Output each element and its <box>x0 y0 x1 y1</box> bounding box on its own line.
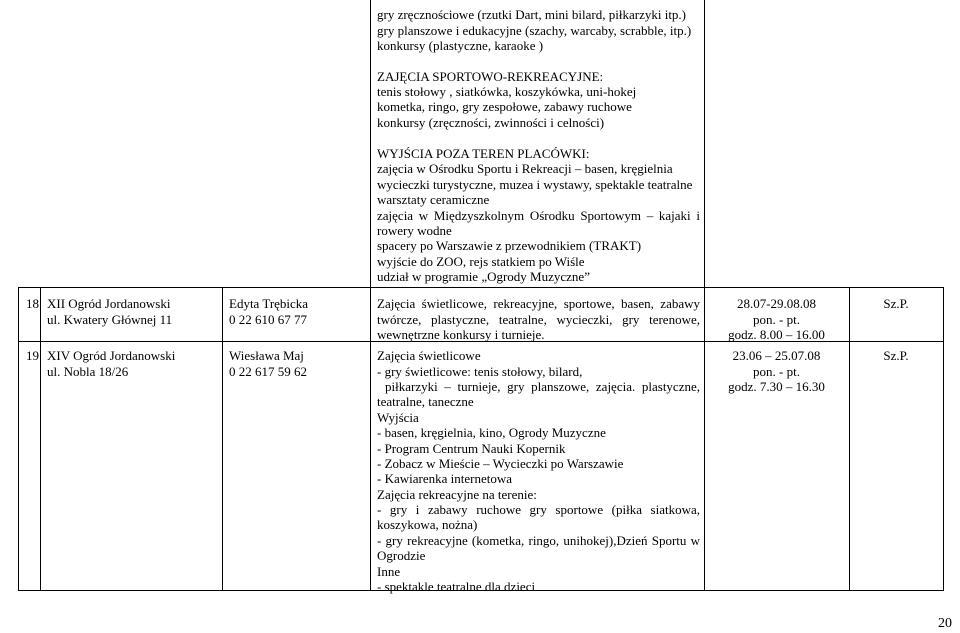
grid-line <box>370 0 371 591</box>
grid-line <box>40 287 41 591</box>
weekdays: pon. - pt. <box>753 312 800 327</box>
activity-line: - spektakle teatralne dla dzieci <box>377 579 536 594</box>
grid-line <box>18 287 19 591</box>
activity-line: gry planszowe i edukacyjne (szachy, warcaby, scrabble, itp.) <box>377 23 692 38</box>
activity-line: tenis stołowy , siatkówka, koszykówka, uni-hokej <box>377 84 637 99</box>
activity-line: - Kawiarenka internetowa <box>377 471 512 486</box>
contact-phone: 0 22 610 67 77 <box>229 312 307 327</box>
place-name: XIV Ogród Jordanowski <box>47 348 176 363</box>
activity-line: twórcze, plastyczne, teatralne, wycieczki, gry terenowe, <box>377 312 700 327</box>
activity-line: Zajęcia świetlicowe <box>377 348 481 363</box>
section-heading: ZAJĘCIA SPORTOWO-REKREACYJNE: <box>377 69 604 84</box>
activity-line: teatralne, taneczne <box>377 394 474 409</box>
activity-line: - basen, kręgielnia, kino, Ogrody Muzyczne <box>377 425 606 440</box>
place-name: XII Ogród Jordanowski <box>47 296 171 311</box>
date-range: 23.06 – 25.07.08 <box>732 348 821 363</box>
activity-line: koszykowa, nożna) <box>377 517 478 532</box>
row-number: 19 <box>26 348 39 363</box>
activity-line: konkursy (zręczności, zwinności i celności) <box>377 115 605 130</box>
contact-name: Edyta Trębicka <box>229 296 309 311</box>
activity-line: wewnętrzne konkursy i turnieje. <box>377 327 545 342</box>
activity-line: konkursy (plastyczne, karaoke ) <box>377 38 544 53</box>
contact-name: Wiesława Maj <box>229 348 304 363</box>
activity-line: zajęcia w Międzyszkolnym Ośrodku Sportowym – kajaki i <box>377 208 700 223</box>
grid-line <box>849 287 850 591</box>
grid-line <box>18 287 944 288</box>
activity-line: - gry i zabawy ruchowe gry sportowe (piłka siatkowa, <box>377 502 700 517</box>
activity-line: spacery po Warszawie z przewodnikiem (TRAKT) <box>377 238 642 253</box>
row-number: 18 <box>26 296 39 311</box>
activity-line: Inne <box>377 564 401 579</box>
activity-line: warsztaty ceramiczne <box>377 192 490 207</box>
date-range: 28.07-29.08.08 <box>736 296 817 311</box>
organizer: Sz.P. <box>883 348 909 363</box>
grid-line <box>222 287 223 591</box>
activity-line: wyjście do ZOO, rejs statkiem po Wiśle <box>377 254 585 269</box>
hours: godz. 8.00 – 16.00 <box>728 327 825 342</box>
activity-line: rowery wodne <box>377 223 452 238</box>
hours: godz. 7.30 – 16.30 <box>728 379 825 394</box>
section-heading: WYJŚCIA POZA TEREN PLACÓWKI: <box>377 146 590 161</box>
activity-line: Zajęcia rekreacyjne na terenie: <box>377 487 537 502</box>
weekdays: pon. - pt. <box>753 364 800 379</box>
page-number: 20 <box>938 616 952 631</box>
place-address: ul. Nobla 18/26 <box>47 364 129 379</box>
place-address: ul. Kwatery Głównej 11 <box>47 312 173 327</box>
activity-line: - Zobacz w Mieście – Wycieczki po Warszawie <box>377 456 624 471</box>
activity-line: Wyjścia <box>377 410 419 425</box>
activity-line: - gry rekreacyjne (kometka, ringo, unihokej),Dzień Sportu w <box>377 533 700 548</box>
activity-line: gry zręcznościowe (rzutki Dart, mini bilard, piłkarzyki itp.) <box>377 7 687 22</box>
activity-line: piłkarzyki – turnieje, gry planszowe, zajęcia. plastyczne, <box>385 379 700 394</box>
activity-line: Zajęcia świetlicowe, rekreacyjne, sportowe, basen, zabawy <box>377 296 700 311</box>
organizer: Sz.P. <box>883 296 909 311</box>
activity-line: - gry świetlicowe: tenis stołowy, bilard, <box>377 364 583 379</box>
activity-line: wycieczki turystyczne, muzea i wystawy, spektakle teatralne <box>377 177 693 192</box>
activity-line: - Program Centrum Nauki Kopernik <box>377 441 566 456</box>
grid-line <box>943 287 944 591</box>
activity-line: kometka, ringo, gry zespołowe, zabawy ruchowe <box>377 99 632 114</box>
activity-line: zajęcia w Ośrodku Sportu i Rekreacji – basen, kręgielnia <box>377 161 673 176</box>
activity-line: Ogrodzie <box>377 548 426 563</box>
activity-line: udział w programie „Ogrody Muzyczne” <box>377 269 590 284</box>
contact-phone: 0 22 617 59 62 <box>229 364 307 379</box>
